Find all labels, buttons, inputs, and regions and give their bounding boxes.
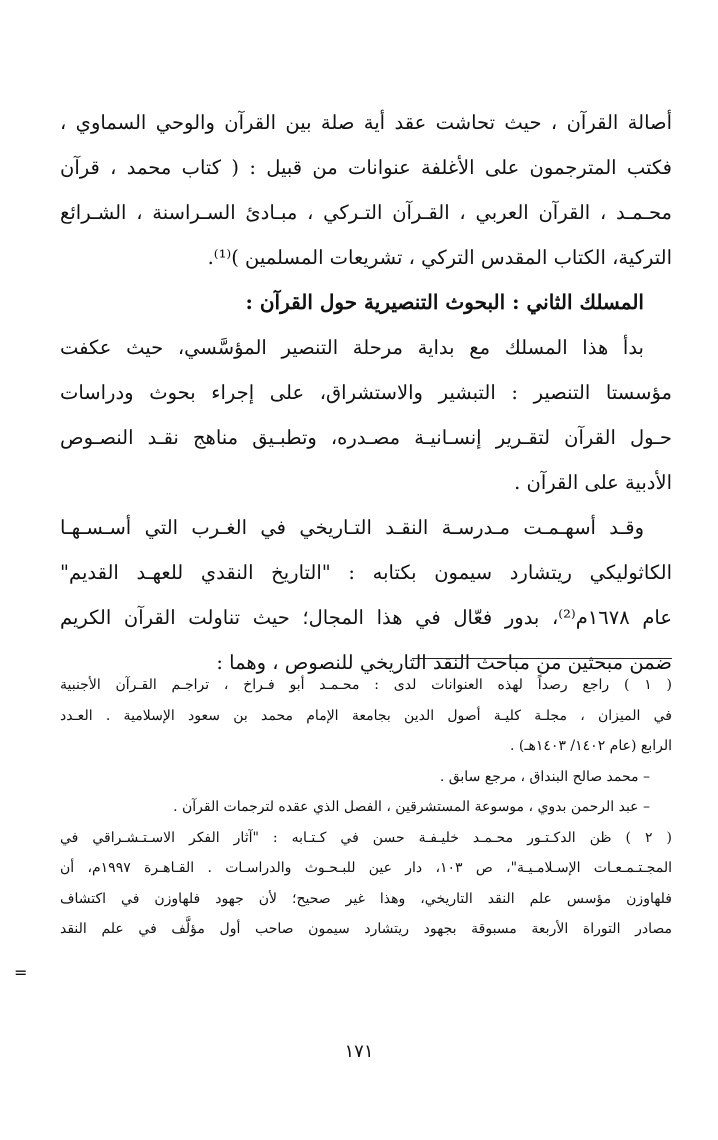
body-line: الكاثوليكي ريتشارد سيمون بكتابه : "التاريخ النقدي للعهـد القديم" xyxy=(60,561,672,584)
footnote-line: في الميزان ، مجلـة كليـة أصول الدين بجامعة الإمام محمد بن سعود الإسلامية . العـدد xyxy=(60,707,672,724)
footnotes xyxy=(60,670,672,945)
body-line: الأدبية على القرآن . xyxy=(514,471,672,494)
body-line: ضمن مبحثين من مباحث النقد التاريخي للنصوص ، وهما : xyxy=(216,651,672,674)
footnote-line: مصادر التوراة الأربعة مسبوقة بجهود ريتشارد سيمون صاحب أول مؤلَّف في علم النقد xyxy=(60,921,672,937)
body-line: التركية، الكتاب المقدس التركي ، تشريعات المسلمين )⁽¹⁾. xyxy=(207,246,672,269)
body-line: حـول القرآن لتقـرير إنسـانيـة مصـدره، وتطبـيق مناهج نقـد النصـوص xyxy=(60,426,672,449)
footnote-separator xyxy=(412,658,672,659)
page-content xyxy=(60,100,673,937)
paragraph-continued xyxy=(60,100,672,280)
body-line: فكتب المترجمون على الأغلفة عنوانات من قبيل : ( كتاب محمد ، قرآن xyxy=(60,156,672,179)
paragraph-2 xyxy=(60,325,672,505)
footnote-line: ( ١ ) راجع رصداً لهذه العنوانات لدى : محـمـد أبو فـراخ ، تراجـم القـرآن الأجنبية xyxy=(60,677,672,693)
footnote-line: – محمد صالح البنداق ، مرجع سابق . xyxy=(439,768,650,785)
footnote-line: ( ٢ ) ظن الدكـتـور محـمـد خليـفـة حسن في كـتـابه : "آثار الفكر الاسـتـشـراقي في xyxy=(60,829,672,846)
footnote-line: فلهاوزن مؤسس علم النقد التاريخي، وهذا غير صحيح؛ لأن جهود فلهاوزن في اكتشاف xyxy=(60,890,672,907)
page-number: ١٧١ xyxy=(344,1041,374,1062)
body-line: مؤسستا التنصير : التبشير والاستشراق، على إجراء بحوث ودراسات xyxy=(60,381,672,404)
footnote-line: المجـتـمـعـات الإسـلامـيـة"، ص ١٠٣، دار عين للبـحـوث والدراسـات . القـاهـرة ١٩٩٧م، أن xyxy=(60,860,673,876)
body-line: بدأ هذا المسلك مع بداية مرحلة التنصير المؤسَّسي، حيث عكفت xyxy=(60,336,644,359)
body-line: وقـد أسهـمـت مـدرسـة النقـد التـاريخي في الغـرب التي أسـسـهـا xyxy=(60,516,644,539)
footnote-line: الرابع (عام ١٤٠٢/ ١٤٠٣هـ) . xyxy=(510,738,672,754)
body-line: عام ١٦٧٨م⁽²⁾، بدور فعّال في هذا المجال؛ حيث تناولت القرآن الكريم xyxy=(60,606,672,629)
footnote-line: – عبد الرحمن بدوي ، موسوعة المستشرقين ، الفصل الذي عقده لترجمات القرآن . xyxy=(173,799,650,815)
continued-mark: = xyxy=(14,963,28,982)
body-line: محـمـد ، القرآن العربي ، القـرآن التـركي ، مبـادئ السـراسنة ، الشـرائع xyxy=(60,201,672,224)
section-heading: المسلك الثاني : البحوث التنصيرية حول القرآن : xyxy=(245,290,644,314)
body-line: أصالة القرآن ، حيث تحاشت عقد أية صلة بين القرآن والوحي السماوي ، xyxy=(60,111,672,134)
